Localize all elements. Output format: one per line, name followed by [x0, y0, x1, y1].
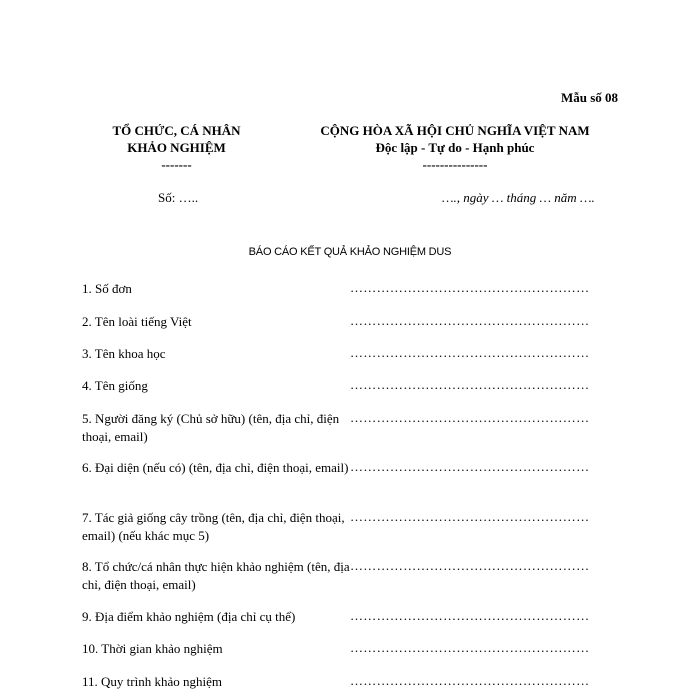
field-label: 10. Thời gian khảo nghiệm: [82, 641, 223, 656]
form-code: Mẫu số 08: [560, 90, 618, 105]
field-label: 7. Tác giả giống cây trồng (tên, địa chỉ, điện thoại, email) (nếu khác mục 5): [82, 510, 345, 543]
field-fill-line: ………………………………………………: [350, 280, 590, 295]
organization-header-divider: -------: [161, 157, 192, 172]
field-label: 5. Người đăng ký (Chủ sở hữu) (tên, địa chỉ, điện thoại, email): [82, 411, 340, 444]
organization-header-line1: TỔ CHỨC, CÁ NHÂN: [112, 123, 241, 138]
field-fill-line: ………………………………………………: [350, 345, 590, 360]
field-label: 3. Tên khoa học: [82, 346, 166, 361]
field-label: 9. Địa điểm khảo nghiệm (địa chỉ cụ thể): [82, 609, 296, 624]
date-line: …., ngày … tháng … năm ….: [442, 190, 595, 205]
organization-header-line2: KHẢO NGHIỆM: [127, 140, 226, 155]
report-title: BÁO CÁO KẾT QUẢ KHẢO NGHIỆM DUS: [248, 246, 452, 258]
field-label: 8. Tổ chức/cá nhân thực hiện khảo nghiệm (tên, địa chỉ, điện thoại, email): [82, 559, 350, 592]
national-header: [285, 122, 625, 173]
field-label: 11. Quy trình khảo nghiệm: [82, 674, 222, 689]
field-fill-line: ………………………………………………: [350, 608, 590, 623]
field-fill-line: ………………………………………………: [350, 410, 590, 425]
field-label: 1. Số đơn: [82, 281, 132, 296]
field-fill-line: ………………………………………………: [350, 558, 590, 573]
field-fill-line: ………………………………………………: [350, 640, 590, 655]
field-fill-line: ………………………………………………: [350, 313, 590, 328]
field-fill-line: ………………………………………………: [350, 673, 590, 688]
national-header-divider: ---------------: [422, 157, 488, 172]
document-number: Số: …..: [158, 190, 199, 205]
field-fill-line: ………………………………………………: [350, 509, 590, 524]
field-label: 4. Tên giống: [82, 378, 148, 393]
organization-header: [74, 122, 279, 173]
field-fill-line: ………………………………………………: [350, 459, 590, 474]
national-header-motto: Độc lập - Tự do - Hạnh phúc: [375, 140, 535, 155]
field-label: 6. Đại diện (nếu có) (tên, địa chỉ, điện thoại, email): [82, 460, 349, 475]
field-fill-line: ………………………………………………: [350, 377, 590, 392]
national-header-line1: CỘNG HÒA XÃ HỘI CHỦ NGHĨA VIỆT NAM: [320, 123, 590, 138]
field-label: 2. Tên loài tiếng Việt: [82, 314, 192, 329]
